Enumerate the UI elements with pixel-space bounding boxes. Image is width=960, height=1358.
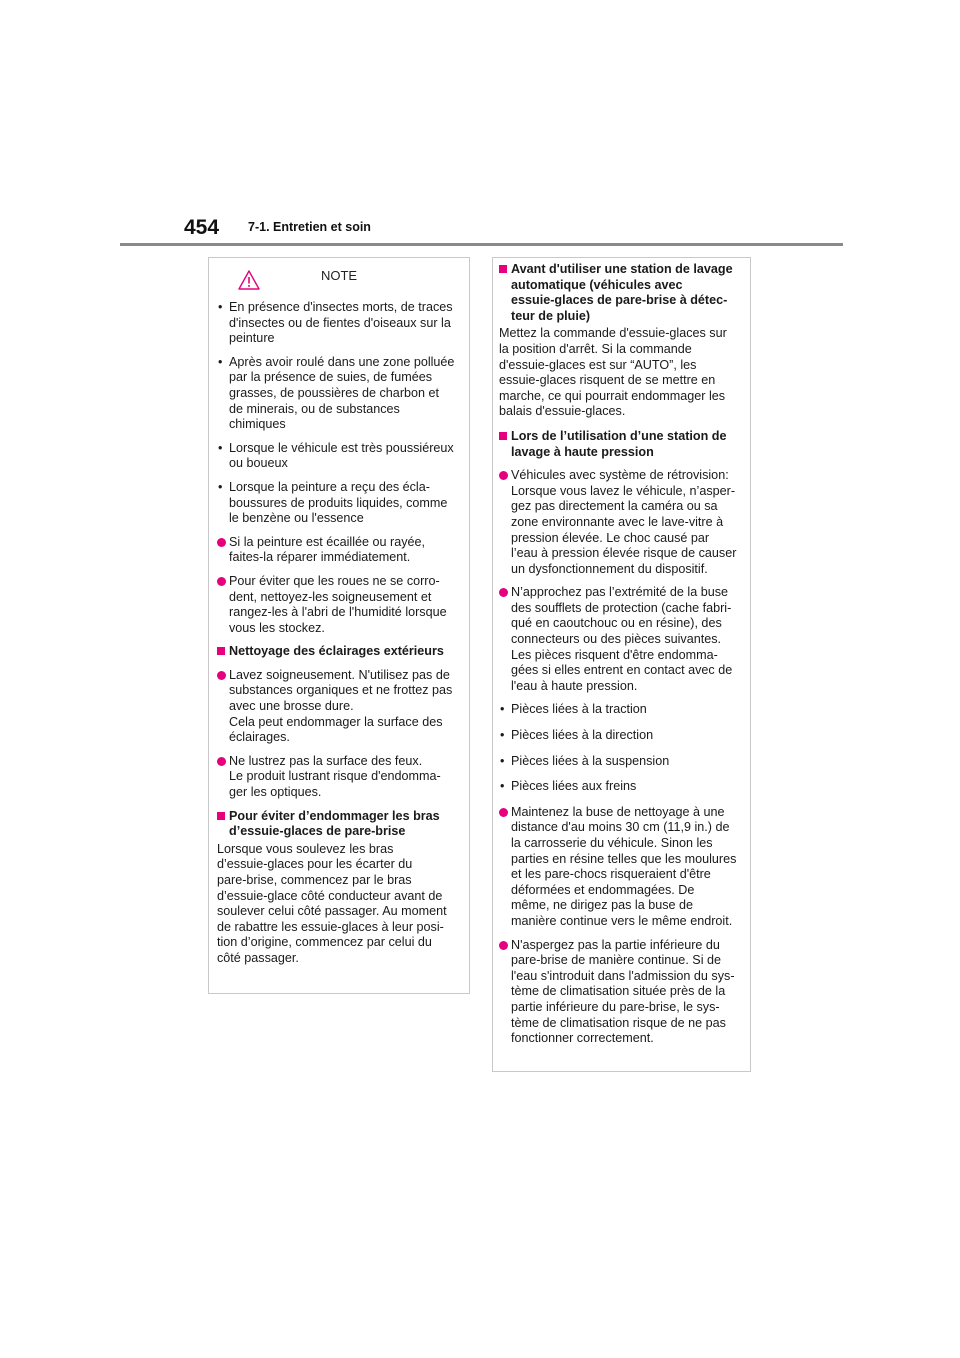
note-header <box>217 268 461 292</box>
list-item-text: Pièces liées à la direction <box>511 728 654 743</box>
list-item-text: En présence d'insectes morts, de traces d'insectes ou de fientes d'oiseaux sur la peinture <box>229 300 453 346</box>
list-item-text: Ne lustrez pas la surface des feux. Le produit lustrant risque d'endomma- ger les optiques. <box>229 753 441 800</box>
circle-bullet-icon <box>217 671 226 680</box>
list-item <box>217 574 461 636</box>
list-item <box>499 779 742 795</box>
list-item-text: Pièces liées à la suspension <box>511 753 670 768</box>
heading-text: Lors de l’utilisation d’une station de lavage à haute pression <box>511 428 727 459</box>
circle-bullet-icon <box>499 471 508 480</box>
list-item-text: N'aspergez pas la partie inférieure du pare-brise de manière continue. Si de l'eau s'introduit dans l'admission du sys- tème de climatisation située près de la partie inférieure du pare-brise, le sys- tème de climatisation risque de ne pas fonctionner correctement. <box>511 937 735 1046</box>
list-item-text: Si la peinture est écaillée ou rayée, faites-la réparer immédiatement. <box>229 534 426 565</box>
bullet-dot-icon: • <box>500 728 505 743</box>
bullet-dot-icon: • <box>218 479 223 494</box>
list-item <box>499 754 742 770</box>
square-bullet-icon <box>217 812 225 820</box>
bullet-dot-icon: • <box>218 440 223 455</box>
list-item-text: Pièces liées à la traction <box>511 702 647 717</box>
subsection-heading <box>217 809 461 840</box>
list-item-text: Lorsque la peinture a reçu des écla- boussures de produits liquides, comme le benzène ou l'essence <box>229 479 448 526</box>
circle-bullet-icon <box>217 538 226 547</box>
list-item <box>499 585 742 694</box>
list-item <box>499 702 742 718</box>
list-item-text: N’approchez pas l’extrémité de la buse des soufflets de protection (cache fabri- qué en caoutchouc ou en résine), des connecteurs ou des pièces suivantes. Les pièces risquent d'être endomma- gées si elles entrent en contact avec de l'eau à haute pression. <box>511 585 733 693</box>
square-bullet-icon <box>217 647 225 655</box>
list-item <box>217 754 461 801</box>
note-label: NOTE <box>320 268 358 283</box>
paragraph: Lorsque vous soulevez les bras d’essuie-glaces pour les écarter du pare-brise, commencez par le bras d’essuie-glace côté conducteur avant de soulever celui côté passager. Au moment de rabattre les essuie-glaces à leur posi- tion d’origine, commencez par celui du côté passager. <box>217 841 447 965</box>
warning-triangle-icon <box>238 270 260 290</box>
bullet-dot-icon: • <box>218 300 223 314</box>
list-item <box>499 805 742 930</box>
continued-box <box>492 257 751 1072</box>
section-title: 7-1. Entretien et soin <box>248 220 371 234</box>
circle-bullet-icon <box>499 941 508 950</box>
note-box <box>208 257 470 994</box>
list-item <box>499 468 742 577</box>
subsection-heading <box>499 429 742 460</box>
bullet-dot-icon: • <box>500 779 505 794</box>
list-item <box>217 668 461 746</box>
bullet-dot-icon: • <box>500 702 505 717</box>
subsection-heading <box>217 644 461 660</box>
list-item-text: Lorsque le véhicule est très poussiéreux ou boueux <box>229 440 454 471</box>
bullet-dot-icon: • <box>500 753 505 768</box>
list-item <box>499 938 742 1047</box>
circle-bullet-icon <box>499 808 508 817</box>
heading-text: Nettoyage des éclairages extérieurs <box>229 644 444 659</box>
circle-bullet-icon <box>499 588 508 597</box>
list-item-text: Véhicules avec système de rétrovision: Lorsque vous lavez le véhicule, n’asper- gez pas directement la caméra ou sa zone environnante avec le lave-vitre à pression élevée. Le choc causé par l’eau à pression élevée risque de causer un dysfonctionnement du dispositif. <box>511 468 737 576</box>
list-item-text: Pièces liées aux freins <box>511 779 637 794</box>
list-item <box>217 480 461 527</box>
square-bullet-icon <box>499 432 507 440</box>
heading-text: Pour éviter d’endommager les bras d’essuie-glaces de pare-brise <box>229 808 440 839</box>
list-item <box>217 535 461 566</box>
paragraph: Mettez la commande d'essuie-glaces sur la position d'arrêt. Si la commande d'essuie-glaces est sur “AUTO”, les essuie-glaces risquent de se mettre en marche, ce qui pourrait endommager les balais d'essuie-glaces. <box>499 326 727 419</box>
list-item-text: Maintenez la buse de nettoyage à une distance d'au moins 30 cm (11,9 in.) de la carrosserie du véhicule. Sinon les parties en résine telles que les moulures et les pare-chocs risqueraient d'être déformées et endommagées. De même, ne dirigez pas la buse de manière continue vers le même endroit. <box>511 804 737 928</box>
circle-bullet-icon <box>217 757 226 766</box>
page-number: 454 <box>184 216 220 239</box>
list-item <box>217 441 461 472</box>
list-item <box>217 300 461 347</box>
heading-text: Avant d'utiliser une station de lavage automatique (véhicules avec essuie-glaces de pare-brise à détec- teur de pluie) <box>511 262 733 323</box>
list-item-text: Après avoir roulé dans une zone polluée par la présence de suies, de fumées grasses, de poussières de charbon et de minerais, ou de substances chimiques <box>229 354 455 432</box>
bullet-dot-icon: • <box>218 354 223 369</box>
square-bullet-icon <box>499 265 507 273</box>
list-item <box>217 355 461 433</box>
list-item-text: Lavez soigneusement. N'utilisez pas de substances organiques et ne frottez pas avec une brosse dure. Cela peut endommager la surface des éclairages. <box>229 667 453 745</box>
list-item-text: Pour éviter que les roues ne se corro- dent, nettoyez-les soigneusement et rangez-les à l'abri de l'humidité lorsque vous les stockez. <box>229 573 447 635</box>
subsection-heading <box>499 262 742 324</box>
circle-bullet-icon <box>217 577 226 586</box>
header-divider <box>120 243 843 246</box>
list-item <box>499 728 742 744</box>
